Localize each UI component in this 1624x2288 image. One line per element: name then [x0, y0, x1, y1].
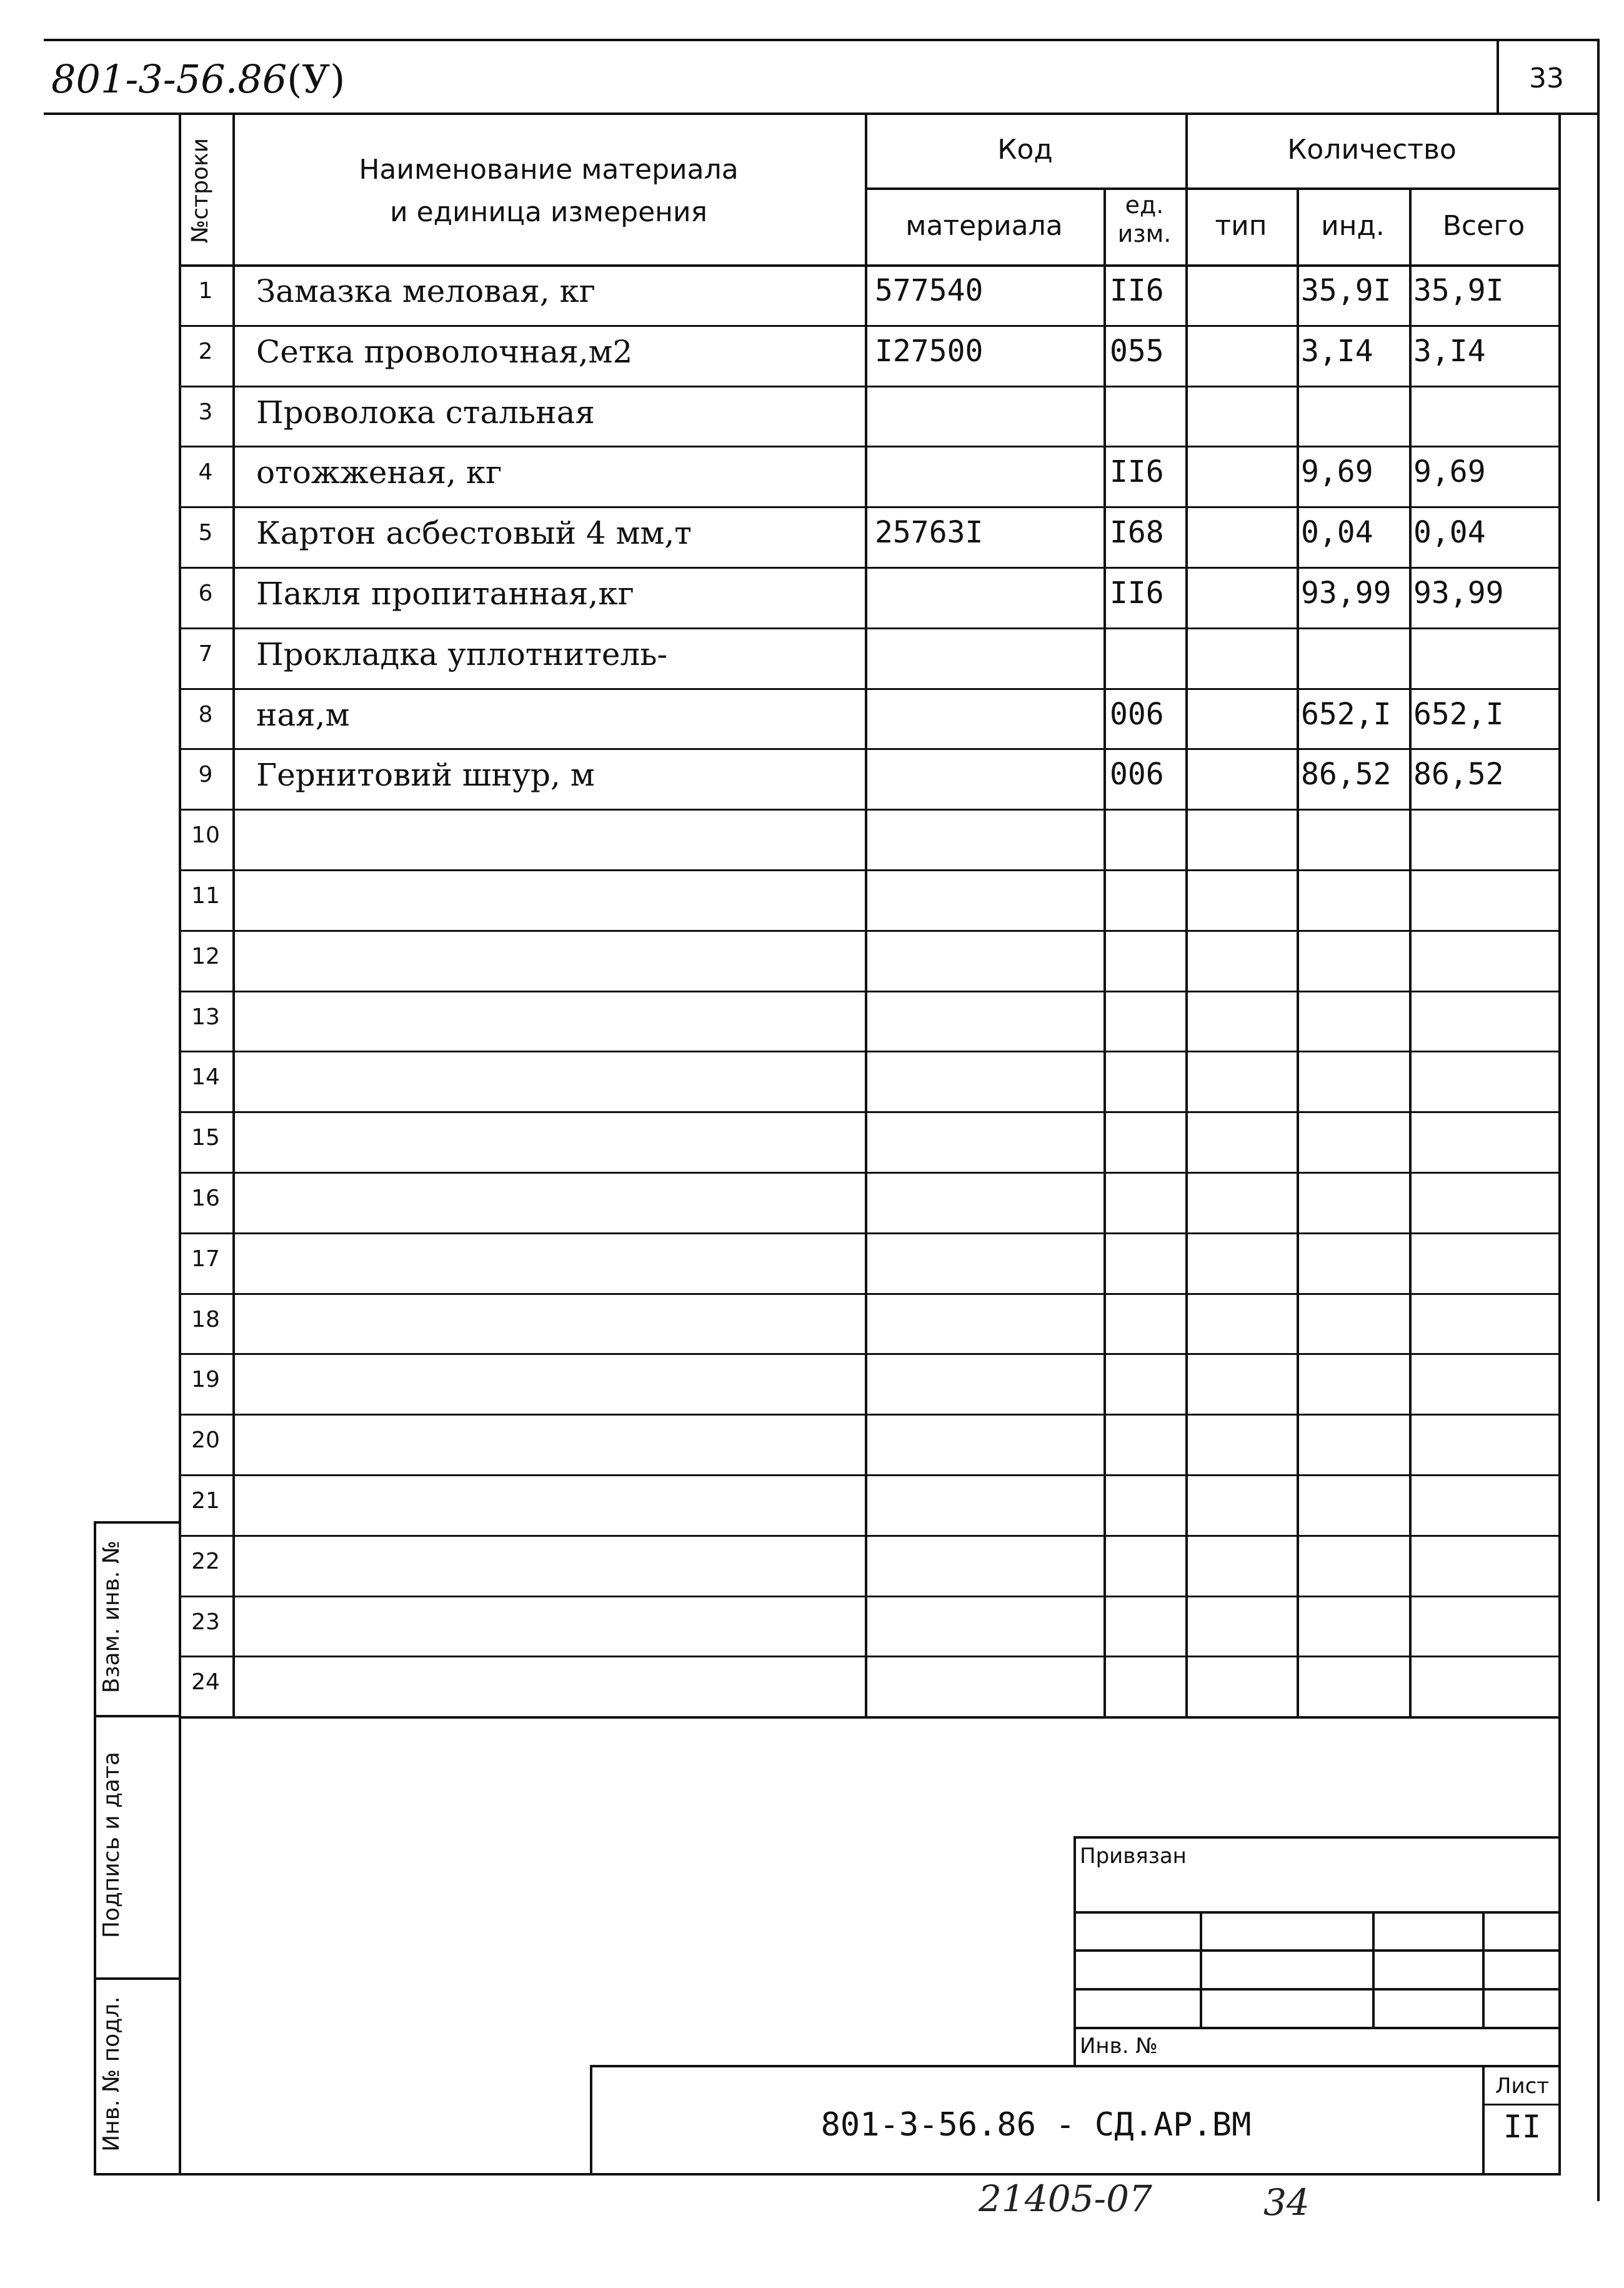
stamp-designation: 801-3-56.86 - СД.АР.ВМ	[820, 2106, 1252, 2144]
cell-ind: 35,9I	[1301, 273, 1392, 308]
side-label-inv-podl: Инв. № подл.	[99, 1996, 124, 2152]
stamp-sheet-value: II	[1503, 2109, 1542, 2145]
right-border	[1597, 39, 1600, 2201]
ind-divider	[1409, 187, 1412, 1716]
row-number: 14	[191, 1064, 220, 1090]
row-number: 15	[191, 1125, 220, 1151]
row-number: 1	[198, 278, 213, 304]
cell-ind: 3,I4	[1301, 334, 1373, 369]
cell-total: 0,04	[1413, 515, 1486, 550]
cell-unit: 006	[1110, 697, 1164, 732]
side-label-vzam: Взам. инв. №	[99, 1540, 124, 1694]
row-divider	[179, 1051, 1561, 1052]
cell-unit: 006	[1110, 757, 1164, 792]
row-divider	[179, 1353, 1561, 1355]
side-strip-left	[94, 1521, 96, 2173]
cell-code: I27500	[875, 334, 984, 369]
header-unit-line1: ед.	[1125, 191, 1164, 219]
cell-ind: 652,I	[1301, 697, 1392, 732]
row-divider	[179, 688, 1561, 690]
cell-unit: II6	[1110, 576, 1164, 611]
type-divider	[1297, 187, 1299, 1716]
row-divider	[179, 1111, 1561, 1113]
header-quantity: Количество	[1287, 134, 1457, 166]
row-divider	[179, 1172, 1561, 1174]
header-total: Всего	[1442, 210, 1525, 242]
header-bottom-line	[179, 264, 1561, 267]
cell-total: 3,I4	[1413, 334, 1486, 369]
row-number: 4	[198, 459, 213, 485]
row-divider	[179, 1596, 1561, 1597]
row-number: 18	[191, 1307, 220, 1332]
row-divider	[179, 1414, 1561, 1416]
cell-name: Замазка меловая, кг	[256, 273, 595, 309]
row-number: 6	[198, 581, 213, 606]
cell-total: 9,69	[1413, 454, 1486, 489]
header-unit-line2: изм.	[1117, 220, 1172, 247]
row-number: 9	[198, 762, 213, 787]
cell-name: Прокладка уплотнитель-	[256, 636, 668, 672]
privyazan-line4	[1074, 2027, 1561, 2029]
row-divider	[179, 930, 1561, 932]
row-number: 2	[198, 339, 213, 364]
cell-name: Гернитовий шнур, м	[256, 757, 595, 793]
side-label-sign-date: Подпись и дата	[99, 1751, 124, 1939]
row-number: 20	[191, 1427, 220, 1453]
stamp-privyazan: Привязан	[1080, 1844, 1187, 1869]
row-number: 7	[198, 641, 213, 667]
document-code	[51, 56, 345, 102]
row-divider	[179, 1656, 1561, 1657]
row-divider	[179, 325, 1561, 327]
privyazan-line3	[1074, 1988, 1561, 1991]
cell-ind: 86,52	[1301, 757, 1392, 792]
row-divider	[179, 567, 1561, 569]
cell-total: 86,52	[1413, 757, 1504, 792]
row-number: 16	[191, 1186, 220, 1211]
row-number: 23	[191, 1609, 220, 1635]
title-underline	[44, 112, 1600, 115]
cell-total: 93,99	[1413, 576, 1504, 611]
cell-name: Картон асбестовый 4 мм,т	[256, 515, 692, 551]
page-bottom-line	[179, 2173, 1561, 2176]
stamp-top-line	[179, 1716, 1561, 1719]
row-divider	[179, 809, 1561, 811]
sheet-mid	[1482, 2104, 1561, 2106]
footer-order-no: 21405-07	[979, 2177, 1152, 2220]
cell-name: Сетка проволочная,м2	[256, 334, 633, 370]
side-strip-bottom	[94, 2173, 179, 2176]
stamp-sheet-label: Лист	[1495, 2074, 1550, 2099]
document-code-main: 801-3-56.86	[51, 56, 287, 102]
designation-top	[590, 2065, 1561, 2067]
document-code-suffix: (У)	[287, 56, 346, 102]
row-number: 13	[191, 1004, 220, 1030]
row-divider	[179, 1232, 1561, 1234]
cell-unit: II6	[1110, 273, 1164, 308]
row-divider	[179, 991, 1561, 992]
row-divider	[179, 1474, 1561, 1476]
row-number: 19	[191, 1367, 220, 1392]
header-material: материала	[905, 210, 1063, 242]
privyazan-col1	[1200, 1911, 1202, 2027]
header-name-line1: Наименование материала	[359, 154, 739, 186]
privyazan-top	[1074, 1836, 1561, 1839]
footer-page-handwritten: 34	[1263, 2181, 1310, 2224]
header-type: тип	[1215, 210, 1267, 242]
privyazan-line2	[1074, 1949, 1561, 1952]
cell-ind: 9,69	[1301, 454, 1373, 489]
cell-name: Проволока стальная	[256, 394, 595, 431]
row-number: 10	[191, 822, 220, 848]
stamp-inv-no: Инв. №	[1080, 2034, 1158, 2059]
cell-total: 35,9I	[1413, 273, 1504, 308]
page-number-divider	[1497, 39, 1499, 112]
cell-unit: 055	[1110, 334, 1164, 369]
row-number: 11	[191, 883, 220, 909]
row-divider	[179, 506, 1561, 508]
privyazan-col2	[1372, 1911, 1375, 2027]
cell-total: 652,I	[1413, 697, 1504, 732]
row-number: 5	[198, 520, 213, 546]
header-mid-line	[865, 187, 1561, 190]
top-border	[44, 39, 1600, 41]
row-number: 17	[191, 1246, 220, 1272]
row-number: 21	[191, 1488, 220, 1514]
cell-code: 577540	[875, 273, 984, 308]
cell-unit: II6	[1110, 454, 1164, 489]
cell-ind: 93,99	[1301, 576, 1392, 611]
header-row-no: №строки	[187, 137, 213, 244]
row-divider	[179, 1535, 1561, 1537]
row-number: 3	[198, 399, 213, 425]
cell-name: ная,м	[256, 697, 350, 733]
row-divider	[179, 748, 1561, 750]
row-number: 12	[191, 944, 220, 969]
row-divider	[179, 386, 1561, 387]
page-number: 33	[1529, 62, 1564, 94]
unit-divider	[1103, 187, 1106, 1716]
row-divider	[179, 446, 1561, 447]
cell-unit: I68	[1110, 515, 1164, 550]
header-name-line2: и единица измерения	[389, 196, 708, 228]
row-divider	[179, 869, 1561, 871]
row-divider	[179, 627, 1561, 629]
row-number: 24	[191, 1669, 220, 1695]
privyazan-line1	[1074, 1911, 1561, 1914]
cell-name: отожженая, кг	[256, 454, 502, 491]
row-number: 22	[191, 1549, 220, 1574]
privyazan-col3	[1482, 1911, 1485, 2027]
row-number: 8	[198, 702, 213, 727]
cell-code: 25763I	[875, 515, 984, 550]
cell-name: Пакля пропитанная,кг	[256, 576, 634, 612]
row-divider	[179, 1293, 1561, 1295]
header-code: Код	[997, 134, 1053, 166]
cell-ind: 0,04	[1301, 515, 1373, 550]
header-ind: инд.	[1321, 210, 1385, 242]
